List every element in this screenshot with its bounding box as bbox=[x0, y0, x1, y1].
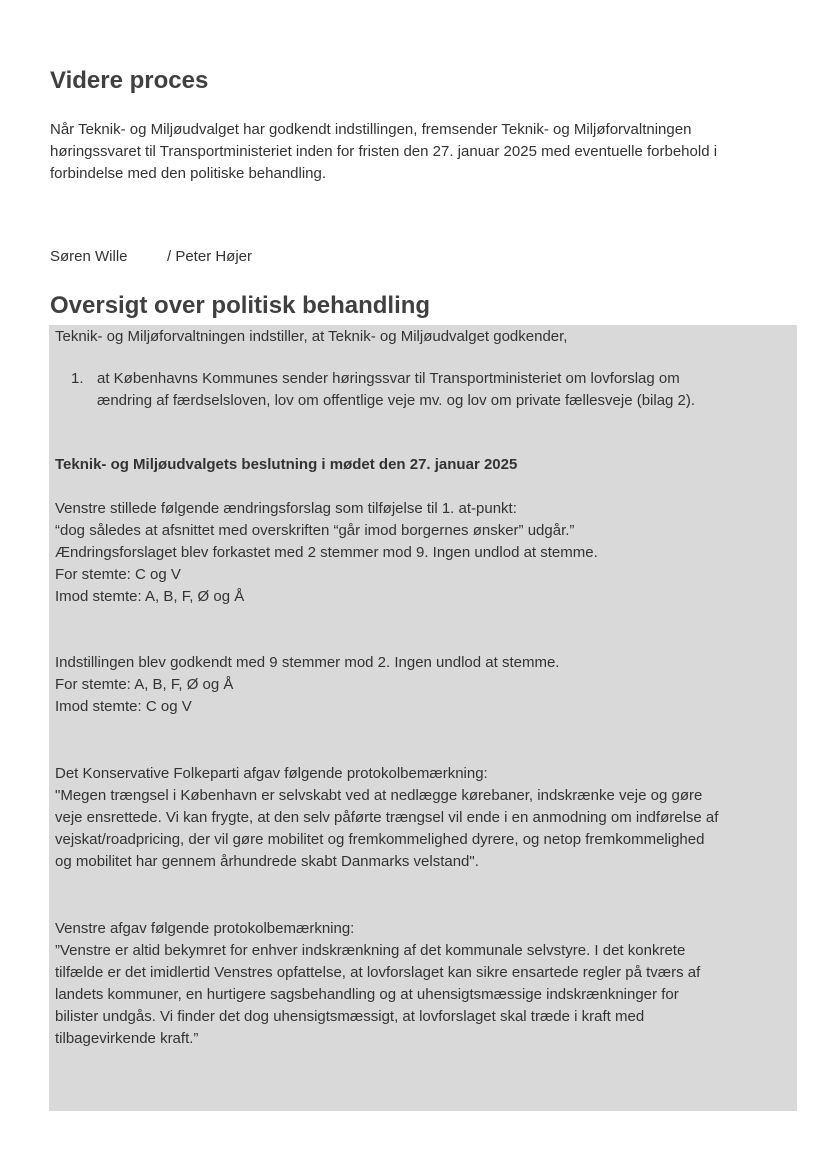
decision-heading: Teknik- og Miljøudvalgets beslutning i mødet den 27. januar 2025 bbox=[55, 456, 518, 473]
list-number: 1. bbox=[71, 370, 84, 387]
list-item bbox=[97, 368, 695, 412]
remark-line: landets kommuner, en hurtigere sagsbehandling og at uhensigtsmæssige indskrænkninger for bbox=[55, 986, 679, 1003]
list-item-line: at Københavns Kommunes sender høringssvar til Transportministeriet om lovforslag om bbox=[97, 370, 680, 387]
remark-line: "Megen trængsel i København er selvskabt ved at nedlægge kørebaner, indskrænke veje og gøre bbox=[55, 787, 703, 804]
remark-line: veje ensrettede. Vi kan frygte, at den selv påførte trængsel vil ende i en anmodning om indførelse af bbox=[55, 809, 719, 826]
amendment-line: “dog således at afsnittet med overskriften “går imod borgernes ønsker” udgår.” bbox=[55, 522, 575, 539]
approval-line: Imod stemte: C og V bbox=[55, 698, 192, 715]
remark-line: bilister undgås. Vi finder det dog uhensigtsmæssigt, at lovforslaget skal træde i kraft med bbox=[55, 1008, 645, 1025]
amendment-line: Imod stemte: A, B, F, Ø og Å bbox=[55, 588, 245, 605]
remark-line: tilfælde er det imidlertid Venstres opfattelse, at lovforslaget kan sikre ensartede regler på tværs af bbox=[55, 964, 701, 981]
recommendation-intro: Teknik- og Miljøforvaltningen indstiller, at Teknik- og Miljøudvalget godkender, bbox=[55, 328, 568, 345]
signature-name-1: Søren Wille bbox=[50, 248, 128, 265]
remark-line: Venstre afgav følgende protokolbemærkning: bbox=[55, 920, 355, 937]
approval-line: Indstillingen blev godkendt med 9 stemmer mod 2. Ingen undlod at stemme. bbox=[55, 654, 560, 671]
process-paragraph bbox=[50, 119, 802, 185]
paragraph-line: forbindelse med den politiske behandling. bbox=[50, 165, 327, 182]
remark-line: og mobilitet har gennem århundrede skabt Danmarks velstand". bbox=[55, 853, 479, 870]
remark-line: tilbagevirkende kraft.” bbox=[55, 1030, 199, 1047]
list-item-line: ændring af færdselsloven, lov om offentlige veje mv. og lov om private fællesveje (bilag 2). bbox=[97, 392, 696, 409]
section-heading-videre-proces: Videre proces bbox=[50, 67, 209, 94]
paragraph-line: høringssvaret til Transportministeriet inden for fristen den 27. januar 2025 med eventuelle forbehold i bbox=[50, 143, 718, 160]
remark-line: vejskat/roadpricing, der vil gøre mobilitet og fremkommelighed dyrere, og netop fremkommelighed bbox=[55, 831, 705, 848]
section-heading-oversigt: Oversigt over politisk behandling bbox=[50, 292, 431, 319]
amendment-line: Ændringsforslaget blev forkastet med 2 stemmer mod 9. Ingen undlod at stemme. bbox=[55, 544, 598, 561]
paragraph-line: Når Teknik- og Miljøudvalget har godkendt indstillingen, fremsender Teknik- og Miljøforvaltningen bbox=[50, 121, 692, 138]
amendment-line: For stemte: C og V bbox=[55, 566, 181, 583]
approval-block bbox=[55, 652, 559, 718]
amendment-line: Venstre stillede følgende ændringsforslag som tilføjelse til 1. at-punkt: bbox=[55, 500, 517, 517]
venstre-remark-block bbox=[55, 918, 700, 1050]
remark-line: ”Venstre er altid bekymret for enhver indskrænkning af det kommunale selvstyre. I det konkrete bbox=[55, 942, 686, 959]
amendment-block bbox=[55, 498, 598, 608]
signature-block bbox=[50, 246, 253, 268]
signature-name-2: / Peter Højer bbox=[167, 248, 253, 265]
approval-line: For stemte: A, B, F, Ø og Å bbox=[55, 676, 234, 693]
conservative-remark-block bbox=[55, 763, 718, 873]
remark-line: Det Konservative Folkeparti afgav følgende protokolbemærkning: bbox=[55, 765, 488, 782]
